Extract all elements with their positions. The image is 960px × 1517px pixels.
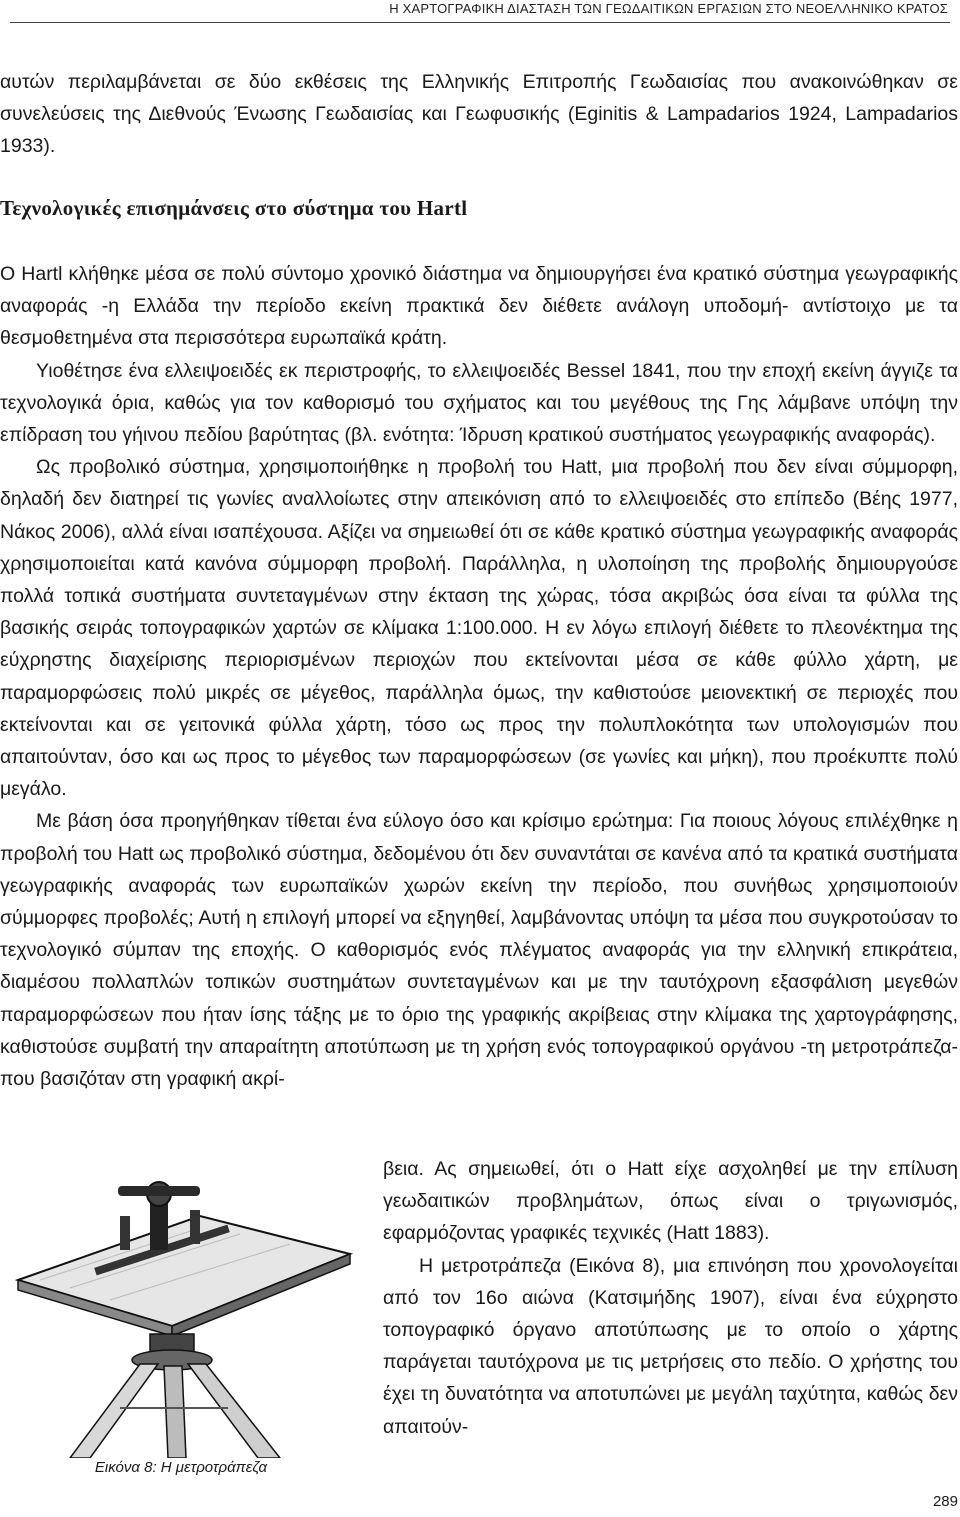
figure-caption: Εικόνα 8: Η μετροτράπεζα: [94, 1459, 268, 1476]
running-head: Η ΧΑΡΤΟΓΡΑΦΙΚΗ ΔΙΑΣΤΑΣΗ ΤΩΝ ΓΕΩΔΑΙΤΙΚΩΝ ΕΡΓΑΣΙΩΝ ΣΤΟ ΝΕΟΕΛΛΗΝΙΚΟ ΚΡΑΤΟΣ: [389, 1, 948, 16]
plane-table-illustration: [0, 1158, 362, 1458]
section-heading: Τεχνολογικές επισημάνσεις στο σύστημα του Hartl: [0, 196, 468, 220]
main-text: [0, 258, 958, 1095]
header-rule: [10, 22, 950, 23]
side-paragraph-2: Η μετροτράπεζα (Εικόνα 8), μια επινόηση που χρονολογείται από τον 16ο αιώνα (Κατσιμήδης 1907), είναι ένα εύχρηστο τοπογραφικό όργανο αποτύπωσης με το οποίο ο χάρτης παράγεται ταυτόχρονα με τις μετρήσεις στο πεδίο. Ο χρήστης του έχει τη δυνατότητα να αποτυπώνει με μεγάλη ταχύτητα, καθώς δεν απαιτούν-: [383, 1254, 958, 1438]
intro-paragraph: αυτών περιλαμβάνεται σε δύο εκθέσεις της Ελληνικής Επιτροπής Γεωδαισίας που ανακοινώθηκαν σε συνελεύσεις της Διεθνούς Ένωσης Γεωδαισίας και Γεωφυσικής (Eginitis & Lampadarios 1924, Lampadarios 1933).: [0, 71, 958, 158]
side-text: [383, 1153, 958, 1443]
page-number: 289: [932, 1493, 958, 1510]
intro-block: [0, 66, 958, 163]
side-paragraph-1: βεια. Ας σημειωθεί, ότι ο Hatt είχε ασχοληθεί με την επίλυση γεωδαιτικών προβλημάτων, όπως είναι ο τριγωνισμός, εφαρμόζοντας γραφικές τεχνικές (Hatt 1883).: [383, 1158, 958, 1245]
paragraph-2: Υιοθέτησε ένα ελλειψοειδές εκ περιστροφής, το ελλειψοειδές Bessel 1841, που την εποχή εκείνη άγγιζε τα τεχνολογικά όρια, καθώς για τον καθορισμό του σχήματος και του μεγέθους της Γης λάμβανε υπόψη την επίδραση του γήινου πεδίου βαρύτητας (βλ. ενότητα: Ίδρυση κρατικού συστήματος γεωγραφικής αναφοράς).: [0, 359, 958, 447]
figure-plane-table: [0, 1158, 362, 1493]
paragraph-1: Ο Hartl κλήθηκε μέσα σε πολύ σύντομο χρονικό διάστημα να δημιουργήσει ένα κρατικό σύστημα γεωγραφικής αναφοράς -η Ελλάδα την περίοδο εκείνη πρακτικά δεν διέθετε ανάλογη υποδομή- αντίστοιχο με τα θεσμοθετημένα στα περισσότερα ευρωπαϊκά κράτη.: [0, 263, 958, 350]
paragraph-4: Με βάση όσα προηγήθηκαν τίθεται ένα εύλογο όσο και κρίσιμο ερώτημα: Για ποιους λόγους επιλέχθηκε η προβολή του Hatt ως προβολικό σύστημα, δεδομένου ότι δεν συναντάται σε κανένα από τα κρατικά συστήματα γεωγραφικής αναφοράς των ευρωπαϊκών χωρών εκείνη την περίοδο, που συνήθως χρησιμοποιούν σύμμορφες προβολές; Αυτή η επιλογή μπορεί να εξηγηθεί, λαμβάνοντας υπόψη τα μέσα που συγκροτούσαν το τεχνολογικό σύμπαν της εποχής. Ο καθορισμός ενός πλέγματος αναφοράς για την ελληνική επικράτεια, διαμέσου πολλαπλών τοπικών συστημάτων συντεταγμένων και με την ταυτόχρονη εξασφάλιση μεγεθών παραμορφώσεων που ήταν ίσης τάξης με το όριο της γραφικής ακρίβειας στην κλίμακα της χαρτογράφησης, καθιστούσε συμβατή την απαραίτητη αποτύπωση με τη χρήση ενός τοπογραφικού οργάνου -τη μετροτράπεζα- που βασιζόταν στη γραφική ακρί-: [0, 810, 958, 1091]
paragraph-3: Ως προβολικό σύστημα, χρησιμοποιήθηκε η προβολή του Hatt, μια προβολή που δεν είναι σύμμορφη, δηλαδή δεν διατηρεί τις γωνίες αναλλοίωτες στην απεικόνιση από το ελλειψοειδές στο επίπεδο (Βέης 1977, Νάκος 2006), αλλά είναι ισαπέχουσα. Αξίζει να σημειωθεί ότι σε κάθε κρατικό σύστημα γεωγραφικής αναφοράς χρησιμοποιείται κατά κανόνα σύμμορφη προβολή. Παράλληλα, η υλοποίηση της προβολής δημιουργούσε πολλά τοπικά συστήματα συντεταγμένων στην έκταση της χώρας, τόσα ακριβώς όσα είναι τα φύλλα της βασικής σειράς τοπογραφικών χαρτών σε κλίμακα 1:100.000. Η εν λόγω επιλογή διέθετε το πλεονέκτημα της εύχρηστης διαχείρισης περιορισμένων περιοχών που εκτείνονται μέσα σε κάθε φύλλο χάρτη, με παραμορφώσεις πολύ μικρές σε μέγεθος, παράλληλα όμως, την καθιστούσε μειονεκτική σε περιοχές που εκτείνονται και σε γειτονικά φύλλα χάρτη, τόσο ως προς την πολυπλοκότητα των υπολογισμών που απαιτούνταν, όσο και ως προς το μέγεθος των παραμορφώσεων (σε γωνίες και μήκη), που προέκυπτε πολύ μεγάλο.: [0, 456, 958, 801]
